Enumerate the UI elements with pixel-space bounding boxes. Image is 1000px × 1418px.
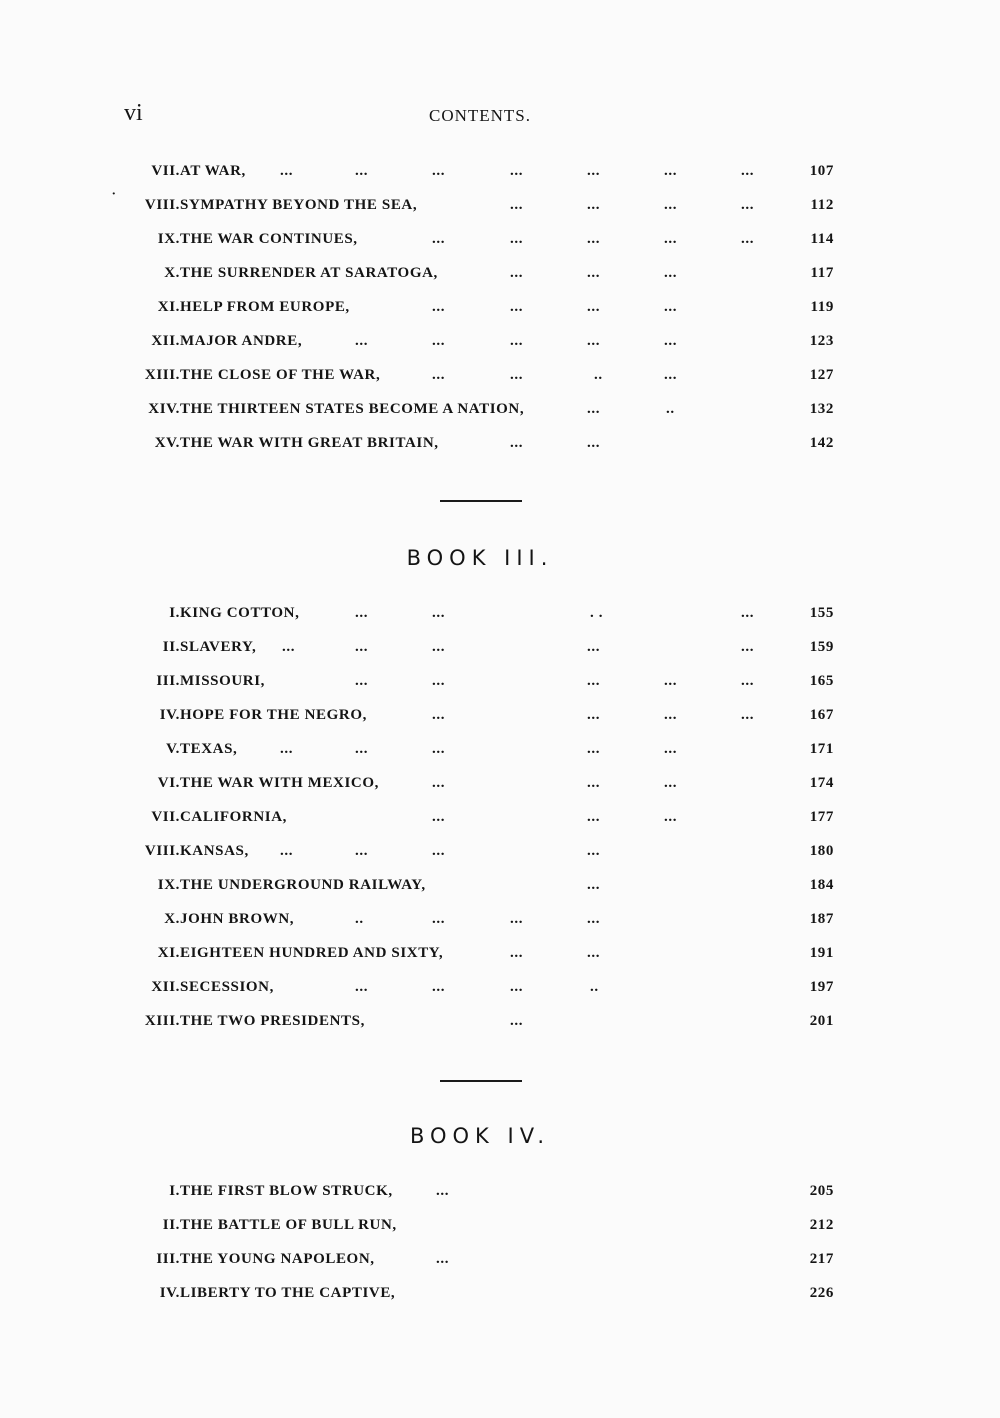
leader-dots: ...	[355, 333, 369, 349]
page-reference: 132	[809, 401, 834, 417]
page-reference: 191	[809, 945, 834, 961]
leader-dots: ...	[587, 401, 601, 417]
leader-dots: ...	[587, 911, 601, 927]
toc-entry	[0, 294, 1000, 320]
leader-dots: ...	[664, 299, 678, 315]
leader-dots: ...	[510, 367, 524, 383]
chapter-number: II.	[162, 1217, 180, 1233]
leader-dots: ...	[664, 265, 678, 281]
chapter-number: III.	[156, 673, 180, 689]
leader-dots: ...	[432, 639, 446, 655]
leader-dots: ...	[432, 231, 446, 247]
chapter-title: THE YOUNG NAPOLEON,	[180, 1251, 375, 1267]
toc-entry	[0, 634, 1000, 660]
leader-dots: ...	[432, 163, 446, 179]
toc-entry	[0, 974, 1000, 1000]
leader-dots: . .	[590, 605, 604, 621]
chapter-number: X.	[164, 265, 180, 281]
toc-entry	[0, 770, 1000, 796]
leader-dots: ...	[355, 979, 369, 995]
toc-entry	[0, 396, 1000, 422]
leader-dots: ...	[510, 231, 524, 247]
chapter-title: THE UNDERGROUND RAILWAY,	[180, 877, 426, 893]
leader-dots: ...	[510, 945, 524, 961]
leader-dots: ...	[741, 707, 755, 723]
chapter-number: II.	[162, 639, 180, 655]
page-reference: 177	[809, 809, 834, 825]
chapter-title: THE WAR WITH GREAT BRITAIN,	[180, 435, 439, 451]
leader-dots: ...	[432, 979, 446, 995]
toc-entry	[0, 192, 1000, 218]
leader-dots: ...	[587, 163, 601, 179]
stray-print-mark: ˙	[110, 190, 118, 208]
book4-heading: BOOK IV.	[409, 1124, 551, 1148]
chapter-title: THE WAR CONTINUES,	[180, 231, 358, 247]
leader-dots: ...	[432, 673, 446, 689]
chapter-title: LIBERTY TO THE CAPTIVE,	[180, 1285, 396, 1301]
leader-dots: ...	[587, 231, 601, 247]
leader-dots: ...	[587, 333, 601, 349]
page-reference: 187	[809, 911, 834, 927]
page-reference: 167	[809, 707, 834, 723]
chapter-title: KANSAS,	[180, 843, 249, 859]
leader-dots: ...	[432, 707, 446, 723]
leader-dots: ...	[741, 163, 755, 179]
toc-entry	[0, 1246, 1000, 1272]
page-reference: 112	[810, 197, 834, 213]
chapter-title: THE CLOSE OF THE WAR,	[180, 367, 381, 383]
toc-entry	[0, 226, 1000, 252]
toc-entry	[0, 1178, 1000, 1204]
page-reference: 123	[809, 333, 834, 349]
section-divider	[440, 500, 522, 502]
leader-dots: ..	[590, 979, 599, 995]
toc-entry	[0, 804, 1000, 830]
chapter-title: SYMPATHY BEYOND THE SEA,	[180, 197, 418, 213]
page-reference: 201	[809, 1013, 834, 1029]
leader-dots: ...	[510, 1013, 524, 1029]
leader-dots: ..	[594, 367, 603, 383]
leader-dots: ...	[741, 605, 755, 621]
chapter-title: HELP FROM EUROPE,	[180, 299, 350, 315]
leader-dots: ...	[280, 163, 294, 179]
chapter-title: JOHN BROWN,	[180, 911, 295, 927]
chapter-number: IX.	[157, 231, 180, 247]
leader-dots: ...	[587, 945, 601, 961]
leader-dots: ...	[510, 163, 524, 179]
book3-heading: BOOK III.	[406, 546, 554, 570]
leader-dots: ...	[741, 639, 755, 655]
page-reference: 142	[809, 435, 834, 451]
toc-entry	[0, 158, 1000, 184]
leader-dots: ...	[664, 231, 678, 247]
leader-dots: ...	[510, 265, 524, 281]
toc-entry	[0, 736, 1000, 762]
toc-entry	[0, 906, 1000, 932]
chapter-number: XIII.	[144, 367, 180, 383]
leader-dots: ...	[355, 673, 369, 689]
chapter-number: VII.	[151, 163, 180, 179]
chapter-number: IV.	[159, 1285, 180, 1301]
leader-dots: ...	[664, 673, 678, 689]
leader-dots: ...	[664, 367, 678, 383]
leader-dots: ...	[587, 435, 601, 451]
leader-dots: ...	[280, 741, 294, 757]
leader-dots: ...	[432, 809, 446, 825]
leader-dots: ...	[355, 843, 369, 859]
running-head: CONTENTS.	[428, 106, 532, 125]
page-reference: 212	[809, 1217, 834, 1233]
chapter-number: I.	[169, 605, 180, 621]
chapter-number: I.	[169, 1183, 180, 1199]
leader-dots: ...	[510, 979, 524, 995]
chapter-title: THE THIRTEEN STATES BECOME A NATION,	[180, 401, 525, 417]
toc-entry	[0, 940, 1000, 966]
page-reference: 217	[809, 1251, 834, 1267]
leader-dots: ...	[587, 197, 601, 213]
chapter-title: THE TWO PRESIDENTS,	[180, 1013, 365, 1029]
page-reference: 114	[810, 231, 834, 247]
page-reference: 119	[810, 299, 834, 315]
chapter-number: V.	[166, 741, 180, 757]
leader-dots: ...	[664, 707, 678, 723]
chapter-number: XII.	[151, 979, 180, 995]
leader-dots: ...	[510, 333, 524, 349]
chapter-number: XI.	[157, 945, 180, 961]
leader-dots: ...	[280, 843, 294, 859]
leader-dots: ...	[587, 809, 601, 825]
chapter-number: XIV.	[148, 401, 180, 417]
toc-entry	[0, 668, 1000, 694]
leader-dots: ...	[587, 299, 601, 315]
page-reference: 226	[809, 1285, 834, 1301]
chapter-title: THE FIRST BLOW STRUCK,	[180, 1183, 393, 1199]
chapter-title: SLAVERY,	[180, 639, 257, 655]
leader-dots: ...	[664, 775, 678, 791]
page-reference: 159	[809, 639, 834, 655]
chapter-number: IX.	[157, 877, 180, 893]
leader-dots: ...	[587, 265, 601, 281]
leader-dots: ...	[510, 299, 524, 315]
chapter-number: XIII.	[144, 1013, 180, 1029]
chapter-title: THE WAR WITH MEXICO,	[180, 775, 379, 791]
leader-dots: ...	[510, 197, 524, 213]
leader-dots: ...	[664, 809, 678, 825]
leader-dots: ...	[510, 435, 524, 451]
chapter-number: XV.	[154, 435, 180, 451]
page-reference: 165	[809, 673, 834, 689]
toc-entry	[0, 838, 1000, 864]
chapter-title: TEXAS,	[180, 741, 238, 757]
chapter-number: XI.	[157, 299, 180, 315]
toc-entry	[0, 1212, 1000, 1238]
toc-entry	[0, 1280, 1000, 1306]
toc-entry	[0, 328, 1000, 354]
leader-dots: ...	[355, 605, 369, 621]
leader-dots: ...	[432, 299, 446, 315]
leader-dots: ...	[587, 673, 601, 689]
chapter-number: VI.	[157, 775, 180, 791]
leader-dots: ...	[432, 333, 446, 349]
chapter-title: THE SURRENDER AT SARATOGA,	[180, 265, 438, 281]
page-reference: 174	[809, 775, 834, 791]
toc-entry	[0, 362, 1000, 388]
leader-dots: ...	[355, 741, 369, 757]
leader-dots: ...	[355, 639, 369, 655]
page-number: vi	[124, 100, 143, 126]
leader-dots: ...	[432, 605, 446, 621]
chapter-title: CALIFORNIA,	[180, 809, 288, 825]
leader-dots: ...	[436, 1183, 450, 1199]
leader-dots: ...	[587, 843, 601, 859]
leader-dots: ...	[741, 197, 755, 213]
chapter-number: VIII.	[144, 843, 180, 859]
chapter-title: HOPE FOR THE NEGRO,	[180, 707, 367, 723]
page-reference: 184	[809, 877, 834, 893]
chapter-title: AT WAR,	[180, 163, 246, 179]
chapter-number: IV.	[159, 707, 180, 723]
chapter-title: MAJOR ANDRE,	[180, 333, 303, 349]
section-divider	[440, 1080, 522, 1082]
leader-dots: ...	[282, 639, 296, 655]
chapter-title: SECESSION,	[180, 979, 274, 995]
chapter-number: III.	[156, 1251, 180, 1267]
leader-dots: ...	[664, 333, 678, 349]
chapter-title: MISSOURI,	[180, 673, 265, 689]
leader-dots: ...	[587, 775, 601, 791]
leader-dots: ...	[587, 741, 601, 757]
chapter-number: VIII.	[144, 197, 180, 213]
toc-entry	[0, 430, 1000, 456]
leader-dots: ...	[741, 231, 755, 247]
leader-dots: ...	[587, 877, 601, 893]
leader-dots: ..	[355, 911, 364, 927]
leader-dots: ...	[510, 911, 524, 927]
toc-entry	[0, 872, 1000, 898]
chapter-title: EIGHTEEN HUNDRED AND SIXTY,	[180, 945, 444, 961]
page-reference: 171	[809, 741, 834, 757]
chapter-number: X.	[164, 911, 180, 927]
leader-dots: ...	[436, 1251, 450, 1267]
leader-dots: ...	[432, 775, 446, 791]
toc-entry	[0, 260, 1000, 286]
chapter-number: VII.	[151, 809, 180, 825]
page-reference: 180	[809, 843, 834, 859]
leader-dots: ...	[587, 707, 601, 723]
leader-dots: ...	[587, 639, 601, 655]
page-reference: 155	[809, 605, 834, 621]
toc-entry	[0, 1008, 1000, 1034]
leader-dots: ...	[664, 163, 678, 179]
page-reference: 127	[809, 367, 834, 383]
chapter-title: THE BATTLE OF BULL RUN,	[180, 1217, 397, 1233]
leader-dots: ...	[432, 741, 446, 757]
toc-entry	[0, 702, 1000, 728]
page-reference: 117	[810, 265, 834, 281]
leader-dots: ...	[432, 911, 446, 927]
chapter-title: KING COTTON,	[180, 605, 300, 621]
page-reference: 197	[809, 979, 834, 995]
page-reference: 205	[809, 1183, 834, 1199]
leader-dots: ...	[664, 741, 678, 757]
chapter-number: XII.	[151, 333, 180, 349]
leader-dots: ...	[355, 163, 369, 179]
leader-dots: ..	[666, 401, 675, 417]
leader-dots: ...	[664, 197, 678, 213]
leader-dots: ...	[741, 673, 755, 689]
leader-dots: ...	[432, 367, 446, 383]
leader-dots: ...	[432, 843, 446, 859]
toc-entry	[0, 600, 1000, 626]
page-reference: 107	[809, 163, 834, 179]
